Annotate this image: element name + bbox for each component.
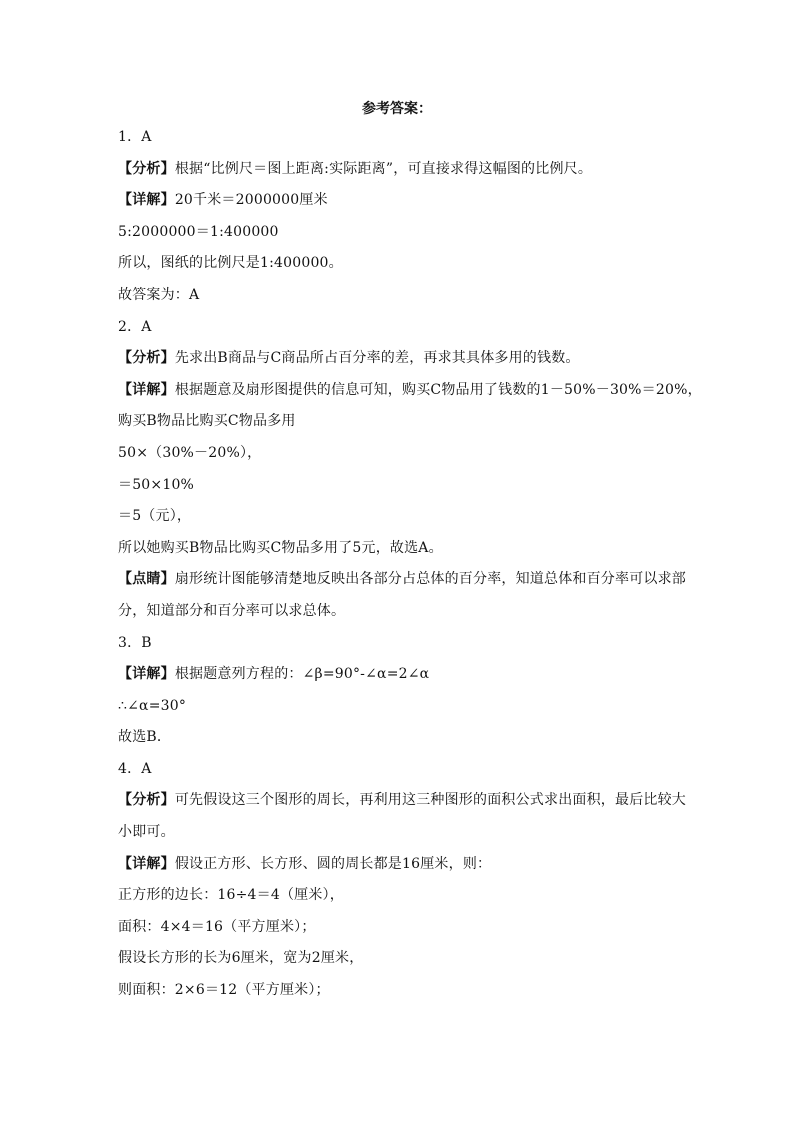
text-line [118,912,678,944]
text-line [118,880,678,912]
text-line [118,312,678,344]
section-tag: 【分析】 [118,160,175,177]
text-line [118,975,678,1007]
line-text: 面积：4×4＝16（平方厘米）； [118,918,316,935]
text-line [118,248,678,280]
text-line [118,691,678,723]
line-text: 扇形统计图能够清楚地反映出各部分占总体的百分率，知道总体和百分率可以求部 [174,571,687,588]
page-title: 参考答案： [362,101,432,117]
text-line [118,185,678,217]
line-text: 先求出B商品与C商品所占百分率的差，再求其具体多用的钱数。 [174,350,580,367]
line-text: 可先假设这三个图形的周长，再利用这三种图形的面积公式求出面积，最后比较大 [174,792,687,809]
text-line [118,217,678,249]
text-line [118,501,678,533]
line-text: 购买B物品比购买C物品多用 [118,413,296,430]
text-line [118,722,678,754]
text-line [118,343,678,375]
text-line [118,596,678,628]
line-text: 故答案为：A [118,286,200,303]
section-tag: 【详解】 [118,855,175,872]
section-tag: 【详解】 [118,666,175,683]
section-tag: 【分析】 [118,350,175,367]
text-line [118,628,678,660]
line-text: 小即可。 [118,824,175,841]
line-text: 故选B． [118,729,172,746]
line-text: 1．A [118,129,152,145]
text-line [118,533,678,565]
text-line [118,564,687,596]
text-line [118,659,678,691]
text-line [118,375,702,407]
line-text: 根据题意及扇形图提供的信息可知，购买C物品用了钱数的1－50%－30%＝20%， [174,381,702,398]
line-text: ＝5（元）， [118,508,192,525]
line-text: 所以，图纸的比例尺是1:400000。 [118,255,343,272]
text-line [118,280,678,312]
line-text: 假设长方形的长为6厘米，宽为2厘米， [118,950,364,967]
line-text: 根据“比例尺＝图上距离:实际距离”，可直接求得这幅图的比例尺。 [174,160,593,177]
text-line [118,438,678,470]
text-line [118,470,678,502]
line-text: 所以她购买B物品比购买C物品多用了5元，故选A。 [118,539,443,556]
text-line [118,754,678,786]
line-text: 假设正方形、长方形、圆的周长都是16厘米，则： [174,855,492,872]
text-line [118,943,678,975]
answer-content [118,122,702,1007]
line-text: ∴∠α=30° [118,697,187,714]
text-line [118,785,687,817]
line-text: 5:2000000＝1:400000 [118,223,279,240]
line-text: 4．A [118,760,152,777]
section-tag: 【详解】 [118,381,175,398]
line-text: 3．B [118,634,152,651]
line-text: 正方形的边长：16÷4＝4（厘米）， [118,887,344,904]
line-text: ＝50×10% [118,476,195,493]
section-tag: 【点睛】 [118,571,175,588]
line-text: 分，知道部分和百分率可以求总体。 [118,602,346,619]
section-tag: 【详解】 [118,192,175,209]
line-text: 根据题意列方程的：∠β=90°-∠α=2∠α [174,666,430,683]
line-text: 50×（30%－20%）， [118,444,262,461]
text-line [118,406,678,438]
line-text: 2．A [118,318,152,335]
text-line [118,849,678,881]
line-text: 则面积：2×6＝12（平方厘米）； [118,982,330,999]
section-tag: 【分析】 [118,792,175,809]
text-line [118,154,678,186]
text-line [118,817,678,849]
line-text: 20千米＝2000000厘米 [174,192,328,209]
text-line [118,122,678,154]
